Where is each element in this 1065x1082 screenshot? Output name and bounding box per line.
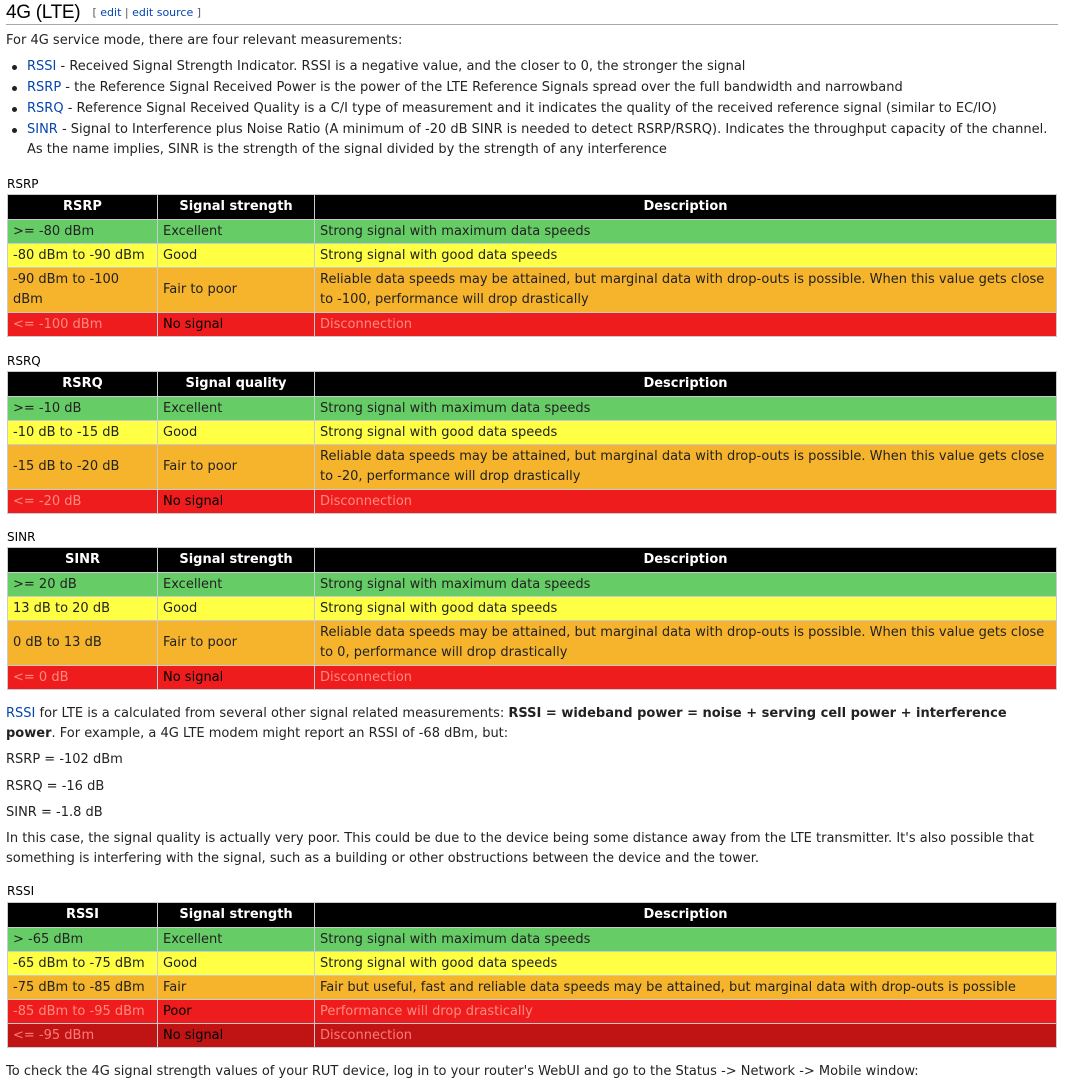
table-row [8,268,1057,313]
range-cell: 0 dB to 13 dB [8,621,158,666]
range-cell: >= -80 dBm [8,220,158,244]
range-cell: -80 dBm to -90 dBm [8,244,158,268]
description-cell: Strong signal with good data speeds [315,421,1057,445]
range-cell: <= -20 dB [8,490,158,514]
table-header-row [8,195,1057,220]
table-row [8,928,1057,952]
table-header-row [8,548,1057,573]
table-row [8,952,1057,976]
range-cell: -85 dBm to -95 dBm [8,1000,158,1024]
section-title: 4G (LTE) [6,2,81,23]
range-cell: -10 dB to -15 dB [8,421,158,445]
section-heading [6,2,1058,25]
description-cell: Strong signal with good data speeds [315,952,1057,976]
table-row [8,490,1057,514]
range-cell: -65 dBm to -75 dBm [8,952,158,976]
sinr-table [7,547,1057,690]
example-rsrq: RSRQ = -16 dB [6,779,105,794]
strength-cell: Fair [158,976,315,1000]
column-header: RSRP [8,195,158,220]
table-header-row [8,903,1057,928]
strength-cell: No signal [158,313,315,337]
strength-cell: No signal [158,490,315,514]
rssi-explanation: RSSI for LTE is a calculated from several other signal related measurements: RSSI = wideband power = noise + serving cell power + interference power. For example, a 4G LTE modem might report an RSSI of -68 dBm, but: [6,706,1007,741]
column-header: Signal quality [158,372,315,397]
edit-source-link[interactable]: edit source [132,6,194,19]
intro-text: For 4G service mode, there are four relevant measurements: [6,33,403,48]
column-header: RSSI [8,903,158,928]
column-header: Description [315,903,1057,928]
table-row [8,313,1057,337]
measurement-list [6,57,1056,161]
example-rsrp: RSRP = -102 dBm [6,752,123,767]
strength-cell: Good [158,597,315,621]
strength-cell: Fair to poor [158,445,315,490]
strength-cell: Fair to poor [158,621,315,666]
column-header: Description [315,372,1057,397]
description-cell: Strong signal with good data speeds [315,597,1057,621]
example-sinr: SINR = -1.8 dB [6,805,103,820]
description-cell: Disconnection [315,313,1057,337]
rssi-formula: RSSI = wideband power = noise + serving cell power + interference power [6,706,1007,741]
list-item: SINR - Signal to Interference plus Noise Ratio (A minimum of -20 dB SINR is needed to detect RSRP/RSRQ). Indicates the throughput capacity of the channel. As the name implies, SINR is the strength of the signal divided by the strength of any interference [26,120,1056,160]
strength-cell: Good [158,421,315,445]
sinr-caption: SINR [7,530,36,544]
strength-cell: Fair to poor [158,268,315,313]
range-cell: >= 20 dB [8,573,158,597]
range-cell: <= 0 dB [8,666,158,690]
rsrp-caption: RSRP [7,177,39,191]
description-cell: Strong signal with maximum data speeds [315,928,1057,952]
rsrq-link[interactable]: RSRQ [27,101,64,116]
strength-cell: No signal [158,1024,315,1048]
rssi-table [7,902,1057,1048]
column-header: Signal strength [158,548,315,573]
strength-cell: Good [158,952,315,976]
range-cell: 13 dB to 20 dB [8,597,158,621]
rssi-link[interactable]: RSSI [27,59,57,74]
footer-instruction: To check the 4G signal strength values of your RUT device, log in to your router's WebUI and go to the Status -> Network -> Mobile window: [6,1064,919,1079]
table-row [8,1024,1057,1048]
range-cell: -75 dBm to -85 dBm [8,976,158,1000]
rsrp-link[interactable]: RSRP [27,80,62,95]
column-header: Description [315,548,1057,573]
table-header-row [8,372,1057,397]
table-row [8,244,1057,268]
range-cell: <= -100 dBm [8,313,158,337]
description-cell: Disconnection [315,490,1057,514]
strength-cell: Poor [158,1000,315,1024]
range-cell: <= -95 dBm [8,1024,158,1048]
rsrq-table [7,371,1057,514]
sinr-link[interactable]: SINR [27,122,58,137]
list-item: RSRP - the Reference Signal Received Power is the power of the LTE Reference Signals spread over the full bandwidth and narrowband [26,78,1056,98]
table-row [8,621,1057,666]
column-header: Description [315,195,1057,220]
column-header: Signal strength [158,195,315,220]
conclusion-text: In this case, the signal quality is actually very poor. This could be due to the device being some distance away from the LTE transmitter. It's also possible that something is interfering with the signal, such as a building or other obstructions between the device and the tower. [6,831,1034,866]
column-header: SINR [8,548,158,573]
table-row [8,573,1057,597]
rssi-caption: RSSI [7,884,35,898]
table-row [8,220,1057,244]
description-cell: Performance will drop drastically [315,1000,1057,1024]
strength-cell: Excellent [158,397,315,421]
description-cell: Reliable data speeds may be attained, but marginal data with drop-outs is possible. When this value gets close to -20, performance will drop drastically [315,445,1057,490]
strength-cell: Excellent [158,928,315,952]
strength-cell: Excellent [158,573,315,597]
range-cell: -15 dB to -20 dB [8,445,158,490]
strength-cell: Excellent [158,220,315,244]
description-cell: Strong signal with good data speeds [315,244,1057,268]
description-cell: Disconnection [315,666,1057,690]
table-row [8,1000,1057,1024]
range-cell: >= -10 dB [8,397,158,421]
table-row [8,445,1057,490]
range-cell: -90 dBm to -100 dBm [8,268,158,313]
description-cell: Reliable data speeds may be attained, but marginal data with drop-outs is possible. When this value gets close to 0, performance will drop drastically [315,621,1057,666]
description-cell: Disconnection [315,1024,1057,1048]
strength-cell: Good [158,244,315,268]
description-cell: Strong signal with maximum data speeds [315,220,1057,244]
strength-cell: No signal [158,666,315,690]
rsrp-table [7,194,1057,337]
column-header: RSRQ [8,372,158,397]
description-cell: Reliable data speeds may be attained, but marginal data with drop-outs is possible. When this value gets close to -100, performance will drop drastically [315,268,1057,313]
table-row [8,421,1057,445]
edit-link[interactable]: edit [100,6,122,19]
table-row [8,666,1057,690]
description-cell: Strong signal with maximum data speeds [315,397,1057,421]
list-item: RSSI - Received Signal Strength Indicator. RSSI is a negative value, and the closer to 0, the stronger the signal [26,57,1056,77]
edit-section-links: [ edit | edit source ] [92,6,202,19]
description-cell: Strong signal with maximum data speeds [315,573,1057,597]
list-item: RSRQ - Reference Signal Received Quality is a C/I type of measurement and it indicates the quality of the received reference signal (similar to EC/IO) [26,99,1056,119]
table-row [8,397,1057,421]
table-row [8,597,1057,621]
description-cell: Fair but useful, fast and reliable data speeds may be attained, but marginal data with drop-outs is possible [315,976,1057,1000]
rsrq-caption: RSRQ [7,354,41,368]
table-row [8,976,1057,1000]
column-header: Signal strength [158,903,315,928]
rssi-link[interactable]: RSSI [6,706,36,721]
range-cell: > -65 dBm [8,928,158,952]
